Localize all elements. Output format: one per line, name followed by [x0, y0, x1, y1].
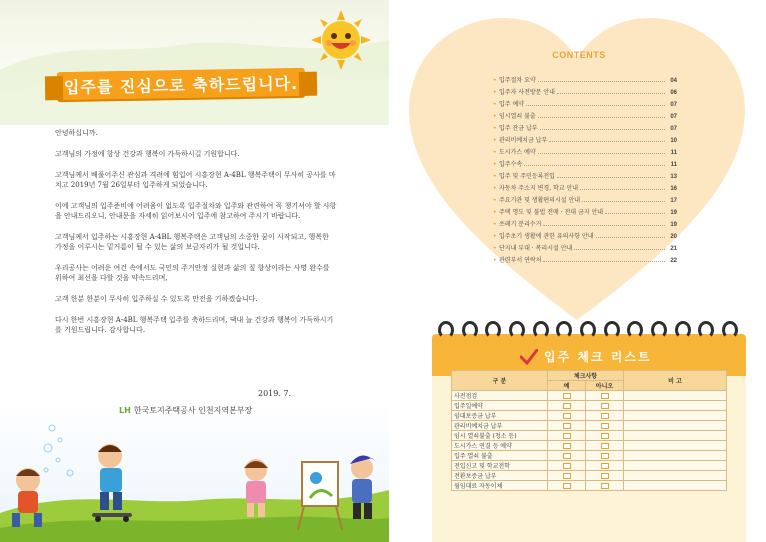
- toc-title: 도시가스 예약: [499, 149, 536, 156]
- table-row: [452, 451, 727, 461]
- checklist-item: 전입신고 및 학교전학: [452, 461, 548, 471]
- checklist-item: 사전점검: [452, 391, 548, 401]
- checklist-item: 입주일예약: [452, 401, 548, 411]
- table-of-contents: [493, 72, 677, 264]
- toc-item[interactable]: [493, 180, 677, 192]
- toc-item[interactable]: [493, 192, 677, 204]
- ring-icon: [533, 321, 549, 339]
- bullet-icon: •: [493, 101, 497, 108]
- welcome-letter: [55, 128, 337, 346]
- no-checkbox[interactable]: [601, 403, 609, 409]
- bullet-icon: •: [493, 77, 497, 84]
- toc-title: 관리비예치금 납부: [499, 137, 548, 144]
- note-cell[interactable]: [624, 431, 727, 441]
- no-checkbox[interactable]: [601, 393, 609, 399]
- checklist-item: 월임대료 자동이체: [452, 481, 548, 491]
- table-row: [452, 481, 727, 491]
- toc-page: 22: [670, 258, 677, 264]
- yes-checkbox[interactable]: [563, 413, 571, 419]
- contents-title: CONTENTS: [552, 50, 606, 60]
- no-checkbox[interactable]: [601, 413, 609, 419]
- letter-paragraph: 고객님께서 베풀어주신 관심과 격려에 힘입어 시흥장현 A-4BL 행복주택이 무사히 공사를 마치고 2019년 7월 26일부터 입주하게 되었습니다.: [55, 171, 336, 189]
- toc-leader: [524, 165, 665, 166]
- ring-icon: [509, 321, 525, 339]
- no-checkbox[interactable]: [601, 433, 609, 439]
- toc-title: 입주자 사전방문 안내: [499, 89, 555, 96]
- checklist-item: 입주 열쇠 불출: [452, 451, 548, 461]
- note-cell[interactable]: [624, 401, 727, 411]
- ring-icon: [651, 321, 667, 339]
- no-checkbox[interactable]: [601, 483, 609, 489]
- bullet-icon: •: [493, 113, 497, 120]
- col-header-no: 아니오: [586, 381, 624, 391]
- notebook-rings: [438, 321, 738, 341]
- ring-icon: [438, 321, 454, 339]
- toc-item[interactable]: [493, 228, 677, 240]
- bullet-icon: •: [493, 125, 497, 132]
- toc-title: 임시열쇠 불출: [499, 113, 536, 120]
- toc-item[interactable]: [493, 156, 677, 168]
- toc-title: 주택 명도 및 불법 전매 · 전대 금지 안내: [499, 209, 604, 216]
- toc-title: 주요기관 및 생활편의시설 안내: [499, 197, 581, 204]
- checklist-title: [520, 348, 652, 365]
- toc-leader: [543, 261, 665, 262]
- checklist-item: 임시 열쇠불출 (청소 등): [452, 431, 548, 441]
- ring-icon: [627, 321, 643, 339]
- toc-item[interactable]: [493, 144, 677, 156]
- yes-checkbox[interactable]: [563, 433, 571, 439]
- toc-page: 04: [670, 78, 677, 84]
- yes-checkbox[interactable]: [563, 453, 571, 459]
- note-cell[interactable]: [624, 391, 727, 401]
- toc-leader: [580, 189, 665, 190]
- smiling-sun-icon: [311, 10, 371, 70]
- ring-icon: [698, 321, 714, 339]
- note-cell[interactable]: [624, 461, 727, 471]
- checklist-item: 임대보증금 납부: [452, 411, 548, 421]
- toc-title: 입주 잔금 납부: [499, 125, 538, 132]
- table-row: [452, 401, 727, 411]
- yes-checkbox[interactable]: [563, 463, 571, 469]
- bullet-icon: •: [493, 173, 497, 180]
- table-row: [452, 411, 727, 421]
- toc-leader: [596, 237, 665, 238]
- note-cell[interactable]: [624, 441, 727, 451]
- bullet-icon: •: [493, 221, 497, 228]
- no-checkbox[interactable]: [601, 473, 609, 479]
- toc-item[interactable]: [493, 72, 677, 84]
- col-header-item: 구 분: [452, 371, 548, 391]
- toc-leader: [557, 177, 665, 178]
- toc-item[interactable]: [493, 216, 677, 228]
- toc-item[interactable]: [493, 168, 677, 180]
- checklist-table: [451, 370, 727, 491]
- toc-item[interactable]: [493, 240, 677, 252]
- no-checkbox[interactable]: [601, 453, 609, 459]
- bullet-icon: •: [493, 161, 497, 168]
- toc-title: 쓰레기 분리수거: [499, 221, 542, 228]
- note-cell[interactable]: [624, 451, 727, 461]
- toc-page: 07: [670, 114, 677, 120]
- toc-page: 07: [670, 102, 677, 108]
- bullet-icon: •: [493, 209, 497, 216]
- toc-item[interactable]: [493, 120, 677, 132]
- toc-item[interactable]: [493, 84, 677, 96]
- toc-title: 입주절차 요약: [499, 77, 536, 84]
- toc-title: 입주초기 생활에 관한 유의사항 안내: [499, 233, 594, 240]
- toc-item[interactable]: [493, 108, 677, 120]
- table-row: [452, 431, 727, 441]
- toc-page: 20: [670, 234, 677, 240]
- bullet-icon: •: [493, 197, 497, 204]
- toc-page: 11: [670, 162, 677, 168]
- table-row: [452, 391, 727, 401]
- toc-leader: [538, 153, 665, 154]
- letter-paragraph: 고객님께서 입주하는 시흥장현 A-4BL 행복주택은 고객님의 소중한 꿈이 시작되고, 행복한 가정을 이루시는 밑거름이 될 수 있는 삶의 보금자리가 될 것입니다.: [55, 233, 329, 251]
- toc-title: 관련부서 연락처: [499, 257, 542, 264]
- toc-page: 13: [670, 174, 677, 180]
- no-checkbox[interactable]: [601, 423, 609, 429]
- checkmark-icon: [520, 349, 538, 365]
- ring-icon: [556, 321, 572, 339]
- yes-checkbox[interactable]: [563, 423, 571, 429]
- signature-text: 한국토지주택공사 인천지역본부장: [133, 406, 253, 415]
- lh-logo: LH: [119, 406, 131, 415]
- toc-leader: [540, 129, 665, 130]
- toc-title: 단지내 부대 · 복리시설 안내: [499, 245, 573, 252]
- col-header-check: 체크사항: [548, 371, 624, 381]
- note-cell[interactable]: [624, 421, 727, 431]
- letter-paragraph: 우리공사는 어려운 여건 속에서도 국민의 주거안정 실현과 삶의 질 향상이라는 사명 완수를 위하여 최선을 다할 것을 약속드리며,: [55, 264, 330, 282]
- ring-icon: [722, 321, 738, 339]
- toc-leader: [574, 249, 665, 250]
- ring-icon: [675, 321, 691, 339]
- toc-page: 19: [670, 222, 677, 228]
- bullet-icon: •: [493, 185, 497, 192]
- toc-page: 19: [670, 210, 677, 216]
- toc-leader: [582, 201, 665, 202]
- yes-checkbox[interactable]: [563, 403, 571, 409]
- table-header-row: [452, 371, 727, 381]
- bullet-icon: •: [493, 89, 497, 96]
- checklist-item: 관리비예치금 납부: [452, 421, 548, 431]
- congratulations-banner: 입주를 진심으로 축하드립니다.: [57, 68, 305, 100]
- letter-paragraph: 고객 한분 한분이 무사히 입주하실 수 있도록 만전을 기하겠습니다.: [55, 295, 258, 303]
- table-row: [452, 441, 727, 451]
- letter-date: 2019. 7.: [258, 389, 292, 398]
- toc-page: 11: [670, 150, 677, 156]
- toc-item[interactable]: [493, 132, 677, 144]
- no-checkbox[interactable]: [601, 463, 609, 469]
- toc-leader: [526, 105, 665, 106]
- letter-paragraph: 다시 한번 시흥장현 A-4BL 행복주택 입주를 축하드리며, 댁내 늘 건강과 행복이 가득하시기를 기원드립니다. 감사합니다.: [55, 316, 334, 334]
- ring-icon: [462, 321, 478, 339]
- letter-paragraph: 고객님의 가정에 항상 건강과 행복이 가득하시길 기원합니다.: [55, 150, 240, 158]
- toc-title: 입주수속: [499, 161, 523, 168]
- col-header-note: 비 고: [624, 371, 727, 391]
- bullet-icon: •: [493, 137, 497, 144]
- table-row: [452, 471, 727, 481]
- note-cell[interactable]: [624, 411, 727, 421]
- kids-playing-illustration: [0, 418, 389, 542]
- toc-page: 17: [670, 198, 677, 204]
- ring-icon: [604, 321, 620, 339]
- toc-leader: [557, 93, 665, 94]
- toc-item[interactable]: [493, 204, 677, 216]
- table-row: [452, 461, 727, 471]
- toc-page: 07: [670, 126, 677, 132]
- yes-checkbox[interactable]: [563, 393, 571, 399]
- checklist-notebook: [432, 328, 746, 542]
- letter-paragraph: 이에 고객님의 입주준비에 어려움이 없도록 입주절차와 입주와 관련하여 꼭 챙기셔야 할 사항을 안내드리오니, 안내문을 자세히 읽어보시어 입주에 참고하여 주시기 바랍니다.: [55, 202, 337, 220]
- bullet-icon: •: [493, 245, 497, 252]
- toc-leader: [543, 225, 665, 226]
- toc-item[interactable]: [493, 96, 677, 108]
- ring-icon: [580, 321, 596, 339]
- toc-page: 21: [670, 246, 677, 252]
- toc-page: 06: [670, 90, 677, 96]
- letter-paragraph: 안녕하십니까.: [55, 129, 98, 137]
- yes-checkbox[interactable]: [563, 473, 571, 479]
- toc-title: 자동차 주소지 변경, 학교 안내: [499, 185, 579, 192]
- note-cell[interactable]: [624, 481, 727, 491]
- checklist-item: 도시가스 연결 등 예약: [452, 441, 548, 451]
- bullet-icon: •: [493, 149, 497, 156]
- toc-page: 10: [670, 138, 677, 144]
- col-header-yes: 예: [548, 381, 586, 391]
- toc-leader: [538, 81, 665, 82]
- toc-title: 입주 및 주민등록전입: [499, 173, 555, 180]
- toc-page: 16: [670, 186, 677, 192]
- ring-icon: [485, 321, 501, 339]
- no-checkbox[interactable]: [601, 443, 609, 449]
- checklist-item: 전환보증금 납부: [452, 471, 548, 481]
- yes-checkbox[interactable]: [563, 483, 571, 489]
- note-cell[interactable]: [624, 471, 727, 481]
- right-page: [389, 0, 766, 542]
- toc-leader: [605, 213, 665, 214]
- yes-checkbox[interactable]: [563, 443, 571, 449]
- toc-title: 입주 예약: [499, 101, 525, 108]
- toc-item[interactable]: [493, 252, 677, 264]
- checklist-title-text: 입주 체크 리스트: [544, 350, 652, 364]
- bullet-icon: •: [493, 257, 497, 264]
- signature: [119, 405, 252, 416]
- table-row: [452, 421, 727, 431]
- bullet-icon: •: [493, 233, 497, 240]
- toc-leader: [538, 117, 665, 118]
- toc-leader: [549, 141, 665, 142]
